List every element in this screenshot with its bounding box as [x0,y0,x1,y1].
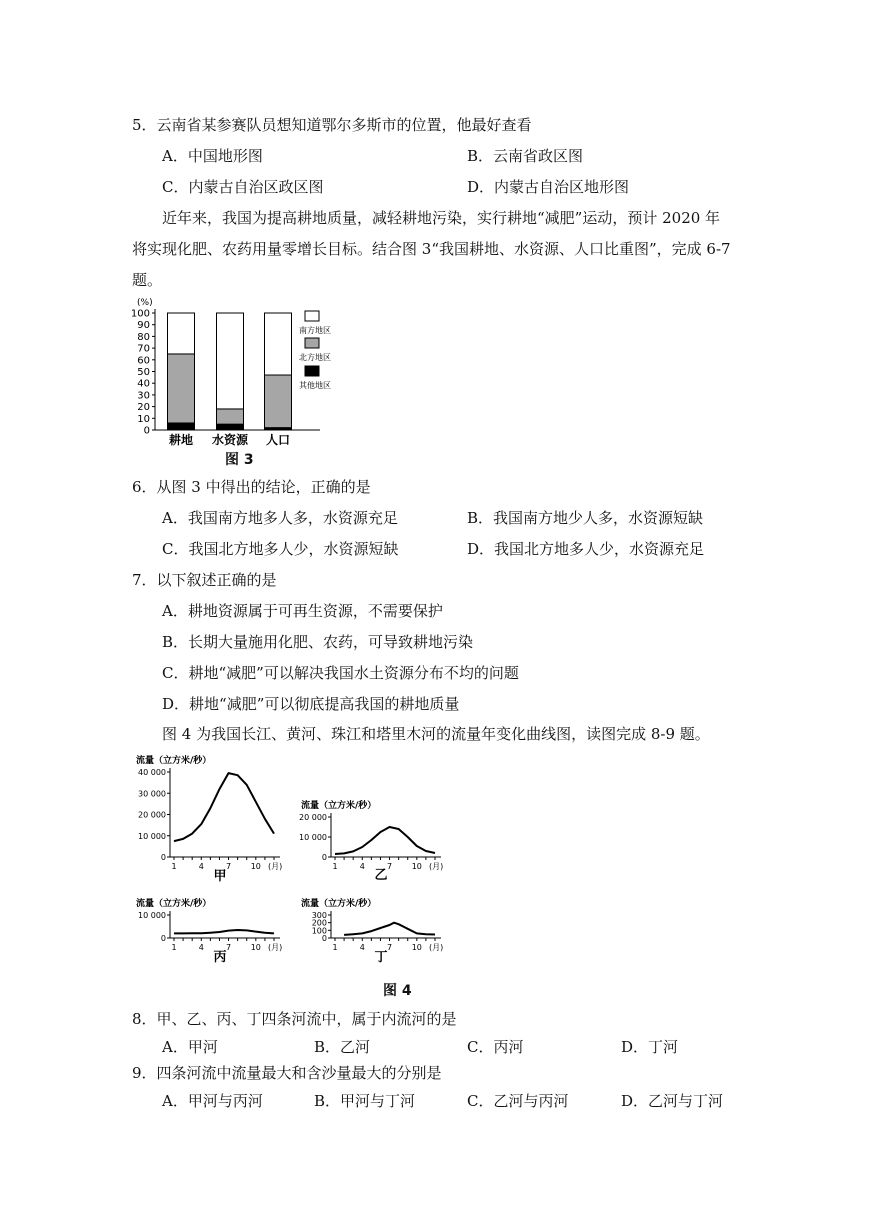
fig4-ylabel: 流量（立方米/秒） [136,756,212,766]
fig4-y-tick-label: 10 000 [299,833,327,842]
q8-option-c: C．丙河 [467,1038,524,1056]
fig4-flow-line [174,930,274,933]
fig3-y-tick-label: 60 [137,355,150,367]
fig4-month-unit: (月) [429,943,444,952]
fig3-y-tick-label: 30 [137,390,150,402]
figure-4-river-flow-charts [128,752,468,972]
fig4-y-tick-label: 0 [321,934,327,943]
fig4-x-tick-label: 10 [411,862,422,871]
fig3-bar-segment [217,313,244,409]
q7-stem: 7．以下叙述正确的是 [132,571,277,589]
fig3-y-tick-label: 100 [130,308,150,320]
fig3-unit-label: (%) [137,298,153,308]
fig4-y-tick-label: 0 [160,853,166,862]
q5-option-d: D．内蒙古自治区地形图 [467,178,630,196]
q8-stem: 8．甲、乙、丙、丁四条河流中，属于内流河的是 [132,1010,457,1028]
fig4-month-unit: (月) [429,862,444,871]
q6-option-d: D．我国北方地多人少，水资源充足 [467,540,705,558]
fig4-y-tick-label: 100 [311,926,327,936]
fig3-legend-swatch [305,366,319,376]
q9-stem: 9．四条河流中流量最大和含沙量最大的分别是 [132,1064,442,1082]
fig4-x-tick-label: 10 [411,943,422,952]
q8-option-b: B．乙河 [314,1038,371,1056]
fig4-panel-label: 丁 [374,950,388,965]
q7-option-d: D．耕地“减肥”可以彻底提高我国的耕地质量 [162,695,460,713]
fig4-x-tick-label: 10 [250,943,261,952]
fig4-y-tick-label: 30 000 [138,789,166,799]
q6-option-a: A．我国南方地多人多，水资源充足 [162,509,398,527]
fig4-x-tick-label: 7 [225,943,232,952]
fig4-y-tick-label: 0 [321,853,327,862]
fig4-panel-label: 甲 [213,869,227,884]
fig4-x-tick-label: 7 [386,943,393,952]
fig3-category-label: 人口 [265,433,291,447]
fig4-panel-乙 [299,799,443,883]
fig4-y-tick-label: 300 [311,911,327,920]
q5-option-a: A．中国地形图 [162,147,263,165]
fig3-y-tick-label: 90 [137,320,150,332]
fig3-legend-swatch [305,338,319,348]
fig4-x-tick-label: 10 [250,862,261,871]
fig3-y-tick-label: 70 [137,343,150,355]
fig4-flow-line [344,923,435,935]
q6-option-b: B．我国南方地少人多，水资源短缺 [467,509,704,527]
fig3-bar-segment [217,424,244,430]
fig4-ylabel: 流量（立方米/秒） [301,801,377,811]
fig4-x-tick-label: 4 [198,943,204,952]
fig4-x-tick-label: 1 [332,943,338,952]
fig3-legend-label: 北方地区 [299,353,331,362]
q8-option-a: A．甲河 [162,1038,218,1056]
q9-option-c: C．乙河与丙河 [467,1092,569,1110]
fig3-y-tick-label: 50 [137,367,150,378]
fig4-x-tick-label: 1 [171,862,177,871]
q7-option-a: A．耕地资源属于可再生资源，不需要保护 [162,602,443,620]
figure-3-stacked-bar-chart [125,295,365,470]
fig4-y-tick-label: 10 000 [138,911,166,920]
fig3-bar-segment [217,409,244,424]
fig3-y-tick-label: 40 [137,378,150,390]
fig4-y-tick-label: 20 000 [138,810,166,820]
fig3-legend-label: 南方地区 [299,326,331,335]
fig4-x-tick-label: 1 [171,943,177,952]
fig4-month-unit: (月) [268,862,283,871]
figure-3-caption: 图 3 [225,452,254,468]
fig3-bar-segment [168,423,195,430]
figure-4-caption: 图 4 [383,983,412,999]
q9-option-a: A．甲河与丙河 [162,1092,263,1110]
fig4-x-tick-label: 4 [198,862,204,871]
fig4-panel-label: 乙 [374,868,388,883]
fig3-bar-segment [168,354,195,423]
fig4-x-tick-label: 4 [359,943,365,952]
fig4-x-tick-label: 4 [359,862,365,871]
q8-option-d: D．丁河 [621,1038,679,1056]
intro-6-7-line3: 题。 [132,271,163,289]
q5-option-c: C．内蒙古自治区政区图 [162,178,324,196]
fig3-bar-segment [265,375,292,428]
fig3-bar-segment [265,313,292,375]
q5-stem: 5．云南省某参赛队员想知道鄂尔多斯市的位置，他最好查看 [132,116,532,134]
fig4-x-tick-label: 7 [225,862,232,871]
intro-8-9: 图 4 为我国长江、黄河、珠江和塔里木河的流量年变化曲线图，读图完成 8-9 题。 [162,725,710,743]
q9-option-b: B．甲河与丁河 [314,1092,416,1110]
fig3-y-tick-label: 20 [137,402,150,414]
q9-option-d: D．乙河与丁河 [621,1092,724,1110]
fig3-legend-swatch [305,311,319,321]
fig4-x-tick-label: 7 [386,862,393,871]
fig4-panel-丙 [136,897,282,965]
fig4-ylabel: 流量（立方米/秒） [136,899,212,909]
fig3-legend-label: 其他地区 [299,381,331,390]
fig4-y-tick-label: 40 000 [138,768,166,777]
fig4-panel-甲 [136,754,282,884]
fig4-y-tick-label: 200 [311,918,327,928]
q7-option-b: B．长期大量施用化肥、农药，可导致耕地污染 [162,633,474,651]
fig3-bar-segment [168,313,195,354]
q6-stem: 6．从图 3 中得出的结论，正确的是 [132,478,371,496]
fig3-y-tick-label: 10 [137,413,150,425]
fig4-month-unit: (月) [268,943,283,952]
intro-6-7-line1: 近年来，我国为提高耕地质量，减轻耕地污染，实行耕地“减肥”运动，预计 2020 年 [162,209,721,227]
fig4-y-tick-label: 0 [160,934,166,943]
fig3-y-tick-label: 0 [143,425,150,437]
fig4-y-tick-label: 20 000 [299,813,327,822]
fig4-panel-丁 [301,897,443,965]
q6-option-c: C．我国北方地多人少，水资源短缺 [162,540,399,558]
fig3-y-tick-label: 80 [137,331,150,343]
intro-6-7-line2: 将实现化肥、农药用量零增长目标。结合图 3“我国耕地、水资源、人口比重图”，完成 6-7 [132,240,731,258]
fig4-flow-line [174,773,274,841]
fig4-ylabel: 流量（立方米/秒） [301,899,377,909]
fig4-flow-line [335,827,435,854]
q7-option-c: C．耕地“减肥”可以解决我国水土资源分布不均的问题 [162,664,519,682]
fig4-x-tick-label: 1 [332,862,338,871]
fig3-category-label: 水资源 [211,433,249,447]
fig4-y-tick-label: 10 000 [138,831,166,841]
fig3-category-label: 耕地 [168,433,194,447]
q5-option-b: B．云南省政区图 [467,147,584,165]
fig4-panel-label: 丙 [213,950,227,965]
